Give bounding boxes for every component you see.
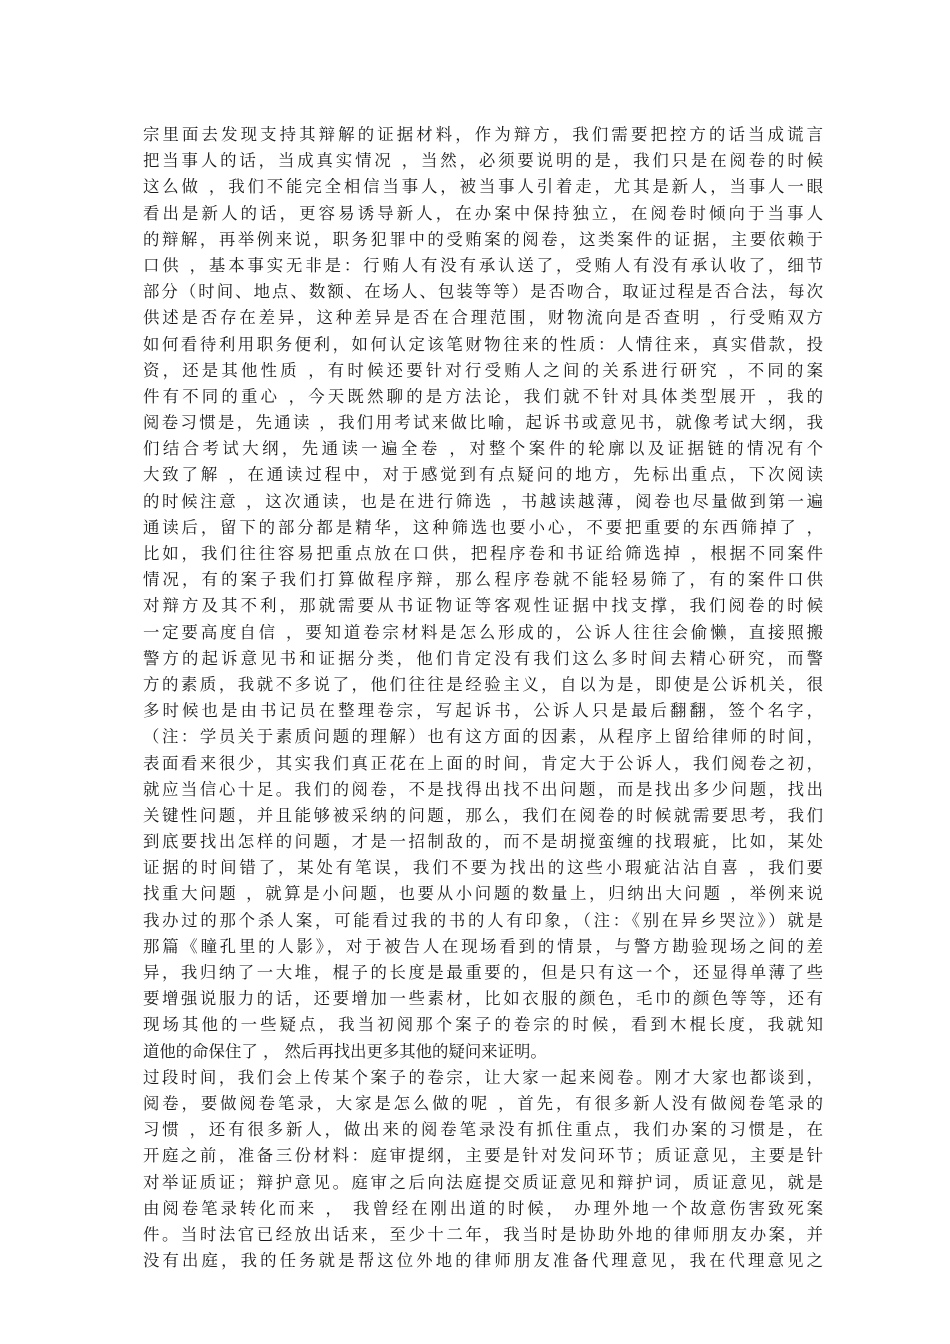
text-line: 的辩解，再举例来说，职务犯罪中的受贿案的阅卷，这类案件的证据，主要依赖于 (143, 229, 823, 249)
text-line: 道他的命保住了 ， 然后再找出更多其他的疑问来证明。 (143, 1041, 547, 1061)
body-text (143, 122, 823, 1274)
text-line: 阅卷，要做阅卷笔录，大家是怎么做的呢 ，首先，有很多新人没有做阅卷笔录的 (143, 1093, 823, 1113)
text-line: 通读后，留下的部分都是精华，这种筛选也要小心，不要把重要的东西筛掉了 ， (143, 517, 823, 537)
text-line: 们结合考试大纲，先通读一遍全卷 ，对整个案件的轮廓以及证据链的情况有个 (143, 439, 823, 459)
text-line: 对举证质证；辩护意见。庭审之后向法庭提交质证意见和辩护词，质证意见，就是 (143, 1172, 823, 1192)
text-line: 的时候注意 ，这次通读，也是在进行筛选 ，书越读越薄，阅卷也尽量做到第一遍 (143, 491, 823, 511)
text-line: 多时候也是由书记员在整理卷宗，写起诉书，公诉人只是最后翻翻，签个名字， (143, 701, 823, 721)
text-line: 情况，有的案子我们打算做程序辩，那么程序卷就不能轻易筛了，有的案件口供 (143, 570, 823, 590)
text-line: 把当事人的话，当成真实情况 ，当然，必须要说明的是，我们只是在阅卷的时候 (143, 151, 823, 171)
text-line: 异，我归纳了一大堆，棍子的长度是最重要的，但是只有这一个，还显得单薄了些 (143, 963, 823, 982)
text-line: 对辩方及其不利，那就需要从书证物证等客观性证据中找支撑，我们阅卷的时候 (143, 596, 823, 616)
text-line: 如何看待利用职务便利，如何认定该笔财物往来的性质：人情往来，真实借款，投 (143, 334, 823, 354)
text-line: 到底要找出怎样的问题，才是一招制敌的，而不是胡搅蛮缠的找瑕疵，比如，某处 (143, 832, 823, 852)
text-line: 证据的时间错了，某处有笔误，我们不要为找出的这些小瑕疵沾沾自喜 ，我们要 (143, 858, 823, 878)
text-line: 一定要高度自信 ，要知道卷宗材料是怎么形成的，公诉人往往会偷懒，直接照搬 (143, 622, 823, 642)
text-line: 没有出庭，我的任务就是帮这位外地的律师朋友准备代理意见，我在代理意见之 (143, 1251, 823, 1271)
text-line: 比如，我们往往容易把重点放在口供，把程序卷和书证给筛选掉 ，根据不同案件 (143, 544, 823, 563)
text-line: 资，还是其他性质 ，有时候还要针对行受贿人之间的关系进行研究 ，不同的案 (143, 360, 823, 380)
text-line: 过段时间，我们会上传某个案子的卷宗，让大家一起来阅卷。刚才大家也都谈到， (143, 1067, 823, 1087)
text-line: 大致了解 ，在通读过程中，对于感觉到有点疑问的地方，先标出重点，下次阅读 (143, 465, 823, 485)
text-line: 件有不同的重心 ，今天既然聊的是方法论，我们就不针对具体类型展开 ，我的 (143, 386, 823, 406)
text-line: 这么做 ，我们不能完全相信当事人，被当事人引着走，尤其是新人，当事人一眼 (143, 177, 823, 197)
text-line: 警方的起诉意见书和证据分类，他们肯定没有我们这么多时间去精心研究，而警 (143, 648, 823, 668)
text-line: 习惯 ，还有很多新人，做出来的阅卷笔录没有抓住重点，我们办案的习惯是，在 (143, 1120, 823, 1140)
text-line: 阅卷习惯是，先通读 ，我们用考试来做比喻，起诉书或意见书，就像考试大纲，我 (143, 413, 823, 433)
text-line: 由阅卷笔录转化而来 ， 我曾经在刚出道的时候， 办理外地一个故意伤害致死案 (143, 1198, 823, 1218)
text-line: 宗里面去发现支持其辩解的证据材料，作为辩方，我们需要把控方的话当成谎言 (143, 125, 823, 144)
text-line: 我办过的那个杀人案，可能看过我的书的人有印象，（注：《别在异乡哭泣》）就是 (143, 910, 823, 930)
text-line: 就应当信心十足。我们的阅卷，不是找得出找不出问题，而是找出多少问题，找出 (143, 779, 823, 799)
text-line: （注：学员关于素质问题的理解）也有这方面的因素，从程序上留给律师的时间， (143, 727, 823, 747)
text-line: 供述是否存在差异，这种差异是否在合理范围，财物流向是否查明 ，行受贿双方 (143, 308, 823, 328)
text-line: 方的素质，我就不多说了，他们往往是经验主义，自以为是，即使是公诉机关，很 (143, 674, 823, 694)
text-line: 部分（时间、地点、数额、在场人、包装等等）是否吻合，取证过程是否合法，每次 (143, 282, 823, 302)
text-line: 看出是新人的话，更容易诱导新人，在办案中保持独立，在阅卷时倾向于当事人 (143, 203, 823, 223)
text-line: 开庭之前，准备三份材料：庭审提纲，主要是针对发问环节；质证意见，主要是针 (143, 1146, 823, 1166)
text-line: 件。当时法官已经放出话来，至少十二年，我当时是协助外地的律师朋友办案，并 (143, 1224, 823, 1244)
text-line: 现场其他的一些疑点，我当初阅那个案子的卷宗的时候，看到木棍长度，我就知 (143, 1015, 823, 1035)
text-line: 那篇《瞳孔里的人影》，对于被告人在现场看到的情景，与警方勘验现场之间的差 (143, 936, 823, 956)
text-line: 口供 ，基本事实无非是：行贿人有没有承认送了，受贿人有没有承认收了，细节 (143, 255, 823, 275)
text-line: 表面看来很少，其实我们真正花在上面的时间，肯定大于公诉人，我们阅卷之初， (143, 753, 823, 773)
text-line: 关键性问题，并且能够被采纳的问题，那么，我们在阅卷的时候就需要思考，我们 (143, 805, 823, 825)
text-line: 找重大问题 ，就算是小问题，也要从小问题的数量上，归纳出大问题 ，举例来说 (143, 884, 823, 904)
text-line: 要增强说服力的话，还要增加一些素材，比如衣服的颜色，毛巾的颜色等等，还有 (143, 989, 823, 1009)
